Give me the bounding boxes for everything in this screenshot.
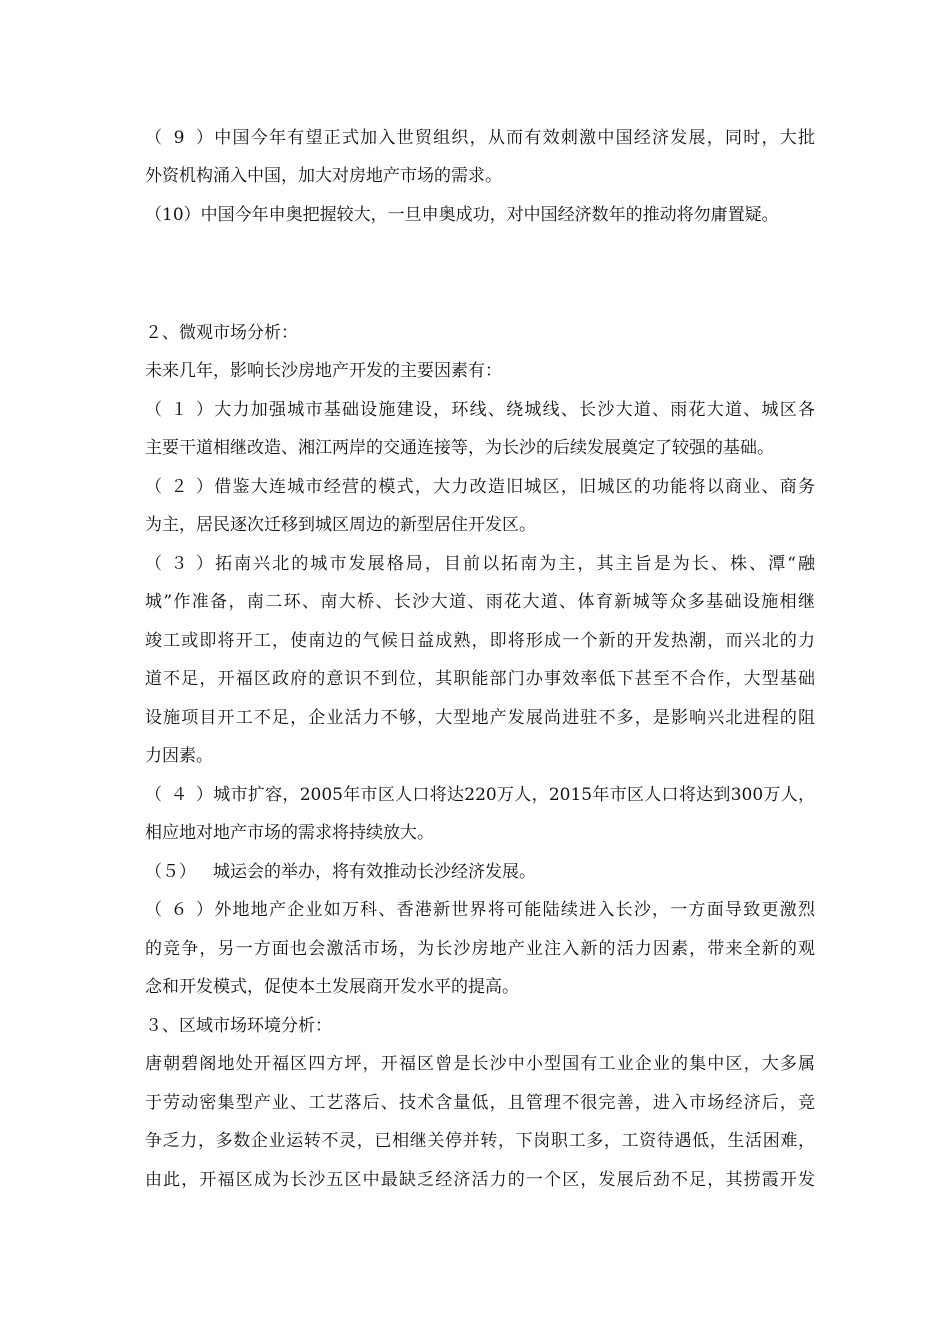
section-3-line-3: 争乏力，多数企业运转不灵，已相继关停并转，下岗职工多，工资待遇低，生活困难， [145, 1131, 815, 1151]
item-3-number: （３） [145, 554, 213, 574]
item-3-line-1 [145, 552, 815, 576]
item-2-number: （２） [145, 477, 213, 497]
item-6-line-1 [145, 898, 815, 922]
section-2-heading: ２、微观市场分析： [145, 323, 298, 343]
item-3-line-6: 力因素。 [145, 746, 213, 766]
item-1-line-2: 主要干道相继改造、湘江两岸的交通连接等，为长沙的后续发展奠定了较强的基础。 [145, 438, 774, 458]
item-4-line-1 [145, 783, 815, 807]
item-2-text-1: 借鉴大连城市经营的模式，大力改造旧城区，旧城区的功能将以商业、商务 [213, 477, 815, 497]
item-5-line-1 [145, 860, 815, 884]
item-9-line-1 [145, 126, 815, 150]
item-10-line-1 [145, 203, 815, 227]
item-9-number: （9） [145, 128, 213, 148]
section-3-line-1: 唐朝碧阁地处开福区四方坪，开福区曾是长沙中小型国有工业企业的集中区，大多属 [145, 1054, 815, 1074]
item-3-text-1: 拓南兴北的城市发展格局，目前以拓南为主，其主旨是为长、株、潭“融 [213, 554, 815, 574]
item-3-line-2: 城”作准备，南二环、南大桥、长沙大道、雨花大道、体育新城等众多基础设施相继 [145, 592, 815, 612]
item-2-line-2: 为主，居民逐次迁移到城区周边的新型居住开发区。 [145, 515, 536, 535]
item-9-line-2: 外资机构涌入中国，加大对房地产市场的需求。 [145, 166, 502, 186]
item-5-number: （５） [145, 862, 196, 882]
item-1-text-1: 大力加强城市基础设施建设，环线、绕城线、长沙大道、雨花大道、城区各 [213, 400, 815, 420]
section-3-line-4: 由此，开福区成为长沙五区中最缺乏经济活力的一个区，发展后劲不足，其捞霞开发 [145, 1170, 815, 1190]
item-9-text-1: 中国今年有望正式加入世贸组织，从而有效刺激中国经济发展，同时，大批 [213, 128, 815, 148]
item-6-line-2: 的竞争，另一方面也会激活市场，为长沙房地产业注入新的活力因素，带来全新的观 [145, 939, 815, 959]
section-2-intro: 未来几年，影响长沙房地产开发的主要因素有： [145, 361, 502, 381]
section-3-heading: ３、区域市场环境分析： [145, 1016, 332, 1036]
item-6-line-3: 念和开发模式，促使本土发展商开发水平的提高。 [145, 977, 519, 997]
item-4-text-1: 城市扩容，2005年市区人口将达220万人，2015年市区人口将达到300万人， [213, 785, 815, 805]
section-3-line-2: 于劳动密集型产业、工艺落后、技术含量低，且管理不很完善，进入市场经济后，竞 [145, 1093, 815, 1113]
item-6-text-1: 外地地产企业如万科、香港新世界将可能陆续进入长沙，一方面导致更激烈 [213, 900, 815, 920]
item-4-number: （４） [145, 785, 213, 805]
item-3-line-3: 竣工或即将开工，使南边的气候日益成熟，即将形成一个新的开发热潮，而兴北的力 [145, 631, 815, 651]
item-10-text-1: 中国今年申奥把握较大，一旦申奥成功，对中国经济数年的推动将勿庸置疑。 [200, 205, 779, 225]
item-2-line-1 [145, 475, 815, 499]
item-1-line-1 [145, 398, 815, 422]
item-5-text-1: 城运会的举办，将有效推动长沙经济发展。 [213, 862, 536, 882]
item-4-line-2: 相应地对地产市场的需求将持续放大。 [145, 823, 434, 843]
item-10-number: （10） [145, 205, 201, 225]
item-3-line-5: 设施项目开工不足，企业活力不够，大型地产发展尚进驻不多，是影响兴北进程的阻 [145, 708, 815, 728]
item-1-number: （１） [145, 400, 213, 420]
item-6-number: （６） [145, 900, 213, 920]
item-3-line-4: 道不足，开福区政府的意识不到位，其职能部门办事效率低下甚至不合作，大型基础 [145, 669, 815, 689]
